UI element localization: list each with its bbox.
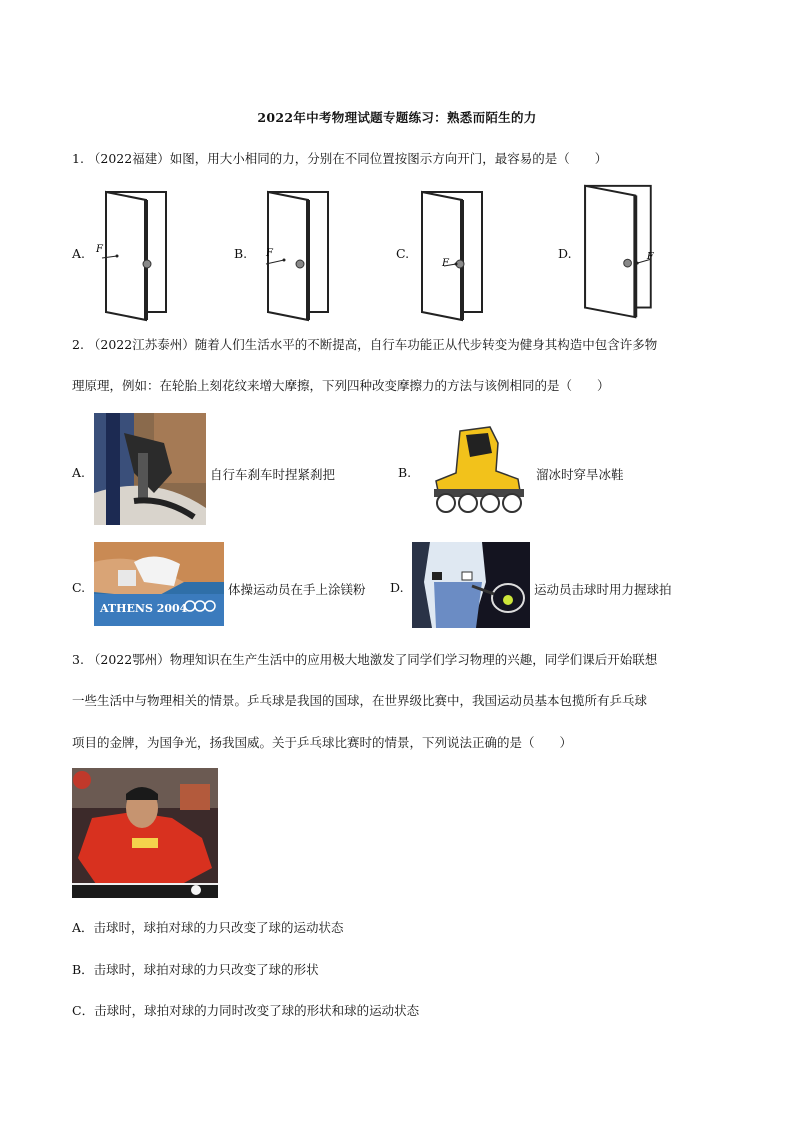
force-label: F xyxy=(266,248,273,259)
question-3-stem-line2: 一些生活中与物理相关的情景。乒乓球是我国的国球，在世界级比赛中，我国运动员基本包揽所有乒乓球 xyxy=(72,693,648,708)
door-leaf xyxy=(268,192,308,320)
athens-text: ATHENS 2004 xyxy=(100,602,188,615)
q1-option-c-letter: C. xyxy=(396,246,410,261)
force-point xyxy=(455,263,458,266)
q2-option-b-text: 溜冰时穿旱冰鞋 xyxy=(536,467,624,482)
question-2-stem-line1: 2. （2022江苏泰州）随着人们生活水平的不断提高，自行车功能正从代步转变为健身其构造中包含许多物 xyxy=(72,337,658,352)
q1-door-c-figure xyxy=(414,188,494,328)
page-title: 2022年中考物理试题专题练习：熟悉而陌生的力 xyxy=(257,110,537,125)
bicycle-brake-photo xyxy=(94,413,206,525)
q1-door-d-figure xyxy=(576,182,656,322)
door-leaf xyxy=(422,192,462,320)
force-label: F xyxy=(442,258,449,269)
q2-option-c-letter: C. xyxy=(72,580,86,595)
tennis-player-photo xyxy=(412,542,530,628)
q2-option-a-text: 自行车刹车时捏紧刹把 xyxy=(210,467,336,482)
door-knob xyxy=(296,260,304,268)
q1-door-a-figure xyxy=(90,188,170,328)
q3-option-b: B．击球时，球拍对球的力只改变了球的形状 xyxy=(72,962,319,977)
q1-option-d-letter: D. xyxy=(558,246,572,261)
q2-option-c-text: 体操运动员在手上涂镁粉 xyxy=(228,582,366,597)
force-point xyxy=(283,259,286,262)
q1-option-a-letter: A. xyxy=(72,246,86,261)
door-leaf xyxy=(106,192,146,320)
door-leaf xyxy=(585,186,635,317)
roller-skate-photo xyxy=(420,423,532,515)
question-1-stem: 1. （2022福建）如图，用大小相同的力，分别在不同位置按图示方向开门，最容易的是（ ） xyxy=(72,151,608,166)
q3-option-c: C．击球时，球拍对球的力同时改变了球的形状和球的运动状态 xyxy=(72,1003,420,1018)
question-3-stem-line1: 3. （2022鄂州）物理知识在生产生活中的应用极大地激发了同学们学习物理的兴趣，同学们课后开始联想 xyxy=(72,652,658,667)
door-knob xyxy=(143,260,151,268)
q2-option-b-letter: B. xyxy=(398,465,412,480)
question-3-stem-line3: 项目的金牌，为国争光，扬我国威。关于乒乓球比赛时的情景，下列说法正确的是（ ） xyxy=(72,735,573,750)
gymnast-chalk-photo xyxy=(94,542,224,626)
q1-option-b-letter: B. xyxy=(234,246,248,261)
force-label: F xyxy=(646,251,654,263)
q3-option-a: A．击球时，球拍对球的力只改变了球的运动状态 xyxy=(72,920,344,935)
q2-option-d-text: 运动员击球时用力握球拍 xyxy=(534,582,672,597)
door-knob xyxy=(624,259,632,267)
q2-option-d-letter: D. xyxy=(390,580,404,595)
force-label: F xyxy=(96,244,103,255)
question-2-stem-line2: 理原理，例如：在轮胎上刻花纹来增大摩擦，下列四种改变摩擦力的方法与该例相同的是（ ） xyxy=(72,378,610,393)
force-point xyxy=(116,255,119,258)
q1-door-b-figure xyxy=(252,188,332,328)
table-tennis-player-photo xyxy=(72,768,218,898)
q2-option-a-letter: A. xyxy=(72,465,86,480)
force-point xyxy=(636,262,639,265)
